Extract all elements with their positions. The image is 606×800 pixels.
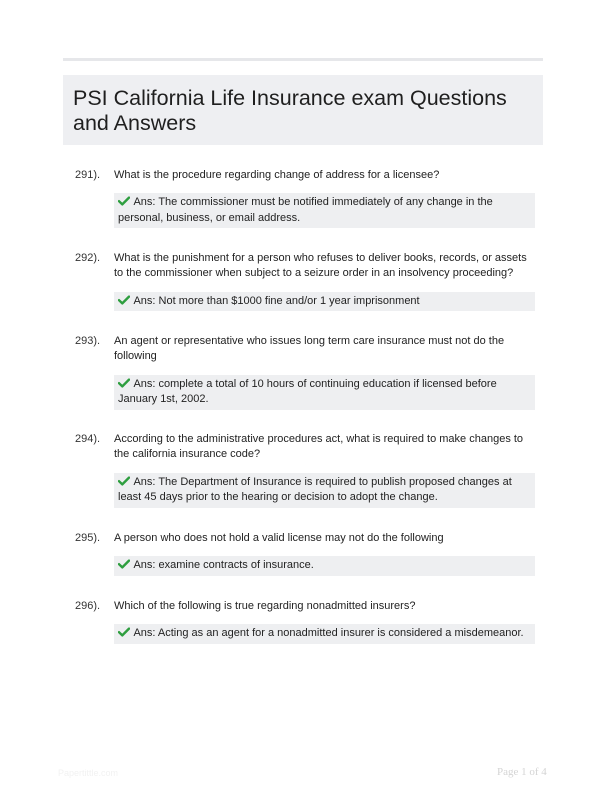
question-row xyxy=(63,251,543,282)
check-icon xyxy=(118,378,130,388)
check-icon xyxy=(118,559,130,569)
question-number: 296). xyxy=(75,600,101,612)
qa-item-293 xyxy=(63,334,543,410)
answer-text: Ans: Not more than $1000 fine and/or 1 year imprisonment xyxy=(133,294,420,307)
question-text: An agent or representative who issues long term care insurance must not do the following xyxy=(114,335,505,363)
answer-text: Ans: Acting as an agent for a nonadmitted insurer is considered a misdemeanor. xyxy=(133,627,524,640)
answer-box xyxy=(114,473,535,508)
question-row xyxy=(63,432,543,463)
question-row xyxy=(63,168,543,183)
answer-box xyxy=(114,556,535,575)
question-text: What is the punishment for a person who refuses to deliver books, records, or assets to the commissioner when subject to a seizure order in an insolvency proceeding? xyxy=(114,252,527,280)
footer-watermark: Papertittle.com xyxy=(58,768,119,778)
question-number: 294). xyxy=(75,433,101,445)
question-row xyxy=(63,531,543,546)
question-text: Which of the following is true regarding nonadmitted insurers? xyxy=(114,600,416,612)
question-text: According to the administrative procedures act, what is required to make changes to the california insurance code? xyxy=(114,433,524,461)
check-icon xyxy=(118,295,130,305)
question-number: 292). xyxy=(75,252,101,264)
qa-item-294 xyxy=(63,432,543,508)
title-banner xyxy=(63,75,543,145)
answer-box xyxy=(114,624,535,643)
question-text: A person who does not hold a valid license may not do the following xyxy=(114,532,444,544)
question-number: 293). xyxy=(75,335,101,347)
check-icon xyxy=(118,196,130,206)
qa-item-292 xyxy=(63,251,543,311)
page-number: Page 1 of 4 xyxy=(497,766,547,778)
answer-text: Ans: The Department of Insurance is required to publish proposed changes at least 45 days prior to the hearing or decision to adopt the change. xyxy=(118,475,512,504)
answer-text: Ans: examine contracts of insurance. xyxy=(133,559,314,572)
answer-box xyxy=(114,375,535,410)
answer-box xyxy=(114,193,535,228)
question-number: 291). xyxy=(75,169,101,181)
question-row xyxy=(63,599,543,614)
answer-text: Ans: The commissioner must be notified immediately of any change in the personal, business, or email address. xyxy=(118,196,493,224)
check-icon xyxy=(118,627,130,637)
top-divider xyxy=(63,58,543,61)
page-title: PSI California Life Insurance exam Questions and Answers xyxy=(73,86,507,135)
qa-item-296 xyxy=(63,599,543,644)
question-number: 295). xyxy=(75,532,101,544)
answer-box xyxy=(114,292,535,311)
check-icon xyxy=(118,476,130,486)
question-row xyxy=(63,334,543,365)
answer-text: Ans: complete a total of 10 hours of continuing education if licensed before January 1st, 2002. xyxy=(118,377,497,406)
qa-item-295 xyxy=(63,531,543,576)
qa-item-291 xyxy=(63,168,543,228)
question-text: What is the procedure regarding change of address for a licensee? xyxy=(114,169,440,181)
